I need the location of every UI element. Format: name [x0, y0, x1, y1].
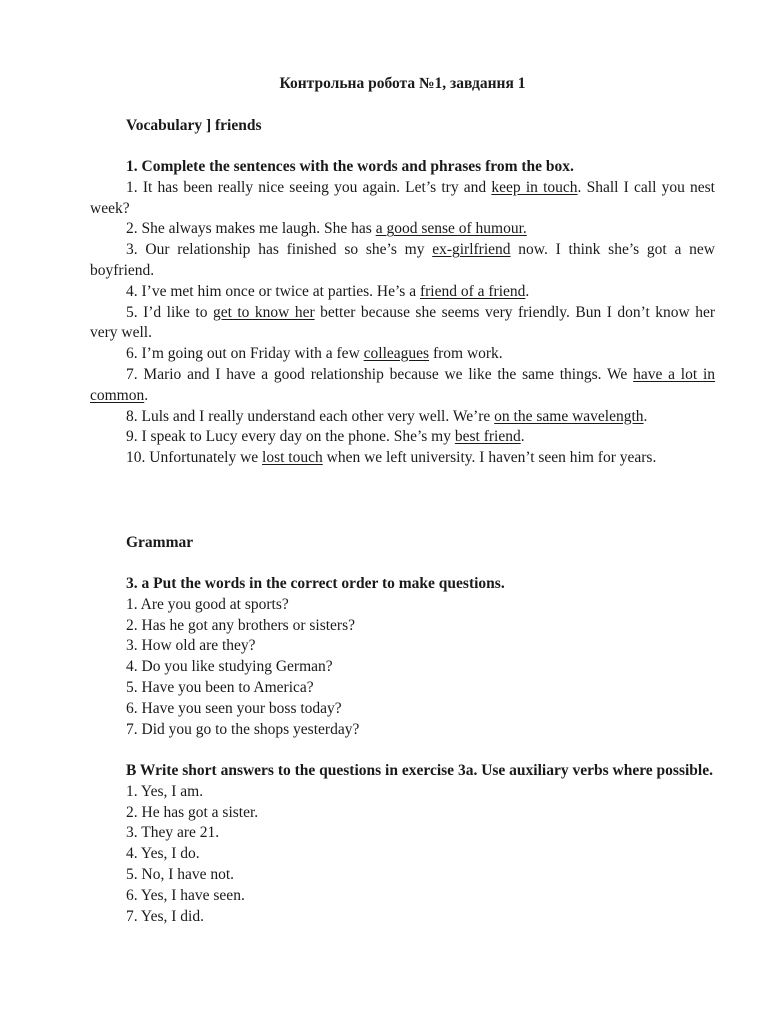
exercise-3a: [90, 574, 715, 740]
answer-item: 1. Yes, I am.: [126, 782, 204, 800]
answer-phrase: lost touch: [262, 449, 323, 467]
answer-phrase: get to know her: [212, 303, 315, 321]
answer-phrase: a good sense of humour.: [375, 220, 527, 238]
exercise-1: [90, 157, 715, 469]
exercise-1-item-4: 4. I’ve met him once or twice at parties. He’s a friend of a friend.: [126, 282, 530, 300]
exercise-1-item-3: 3. Our relationship has finished so she’s my ex-girlfriend now. I think she’s got a new boyfriend.: [90, 241, 715, 279]
exercise-3b-instruction: B Write short answers to the questions in exercise 3a. Use auxiliary verbs where possible.: [126, 762, 713, 779]
question-item: 1. Are you good at sports?: [126, 595, 289, 613]
answer-item: 4. Yes, I do.: [126, 845, 200, 863]
grammar-heading: Grammar: [126, 534, 194, 551]
exercise-1-item-2: 2. She always makes me laugh. She has a good sense of humour.: [126, 220, 527, 238]
answer-phrase: on the same wavelength: [494, 407, 644, 425]
exercise-1-item-1: 1. It has been really nice seeing you again. Let’s try and keep in touch. Shall I call you nest week?: [90, 178, 715, 217]
question-item: 7. Did you go to the shops yesterday?: [126, 720, 360, 738]
answer-item: 6. Yes, I have seen.: [126, 886, 245, 904]
question-item: 6. Have you seen your boss today?: [126, 699, 342, 717]
exercise-1-item-5: 5. I’d like to get to know her better because she seems very friendly. Bun I don’t know her very well.: [90, 303, 716, 342]
answer-phrase: best friend: [454, 428, 521, 446]
exercise-1-instruction: 1. Complete the sentences with the words and phrases from the box.: [126, 158, 574, 175]
document-title: Контрольна робота №1, завдання 1: [279, 75, 526, 92]
answer-item: 5. No, I have not.: [126, 865, 235, 883]
exercise-1-item-6: 6. I’m going out on Friday with a few colleagues from work.: [126, 345, 503, 363]
answer-item: 3. They are 21.: [126, 824, 220, 842]
question-item: 4. Do you like studying German?: [126, 658, 333, 676]
exercise-1-item-8: 8. Luls and I really understand each other very well. We’re on the same wavelength.: [126, 407, 648, 425]
exercise-3b: [90, 761, 715, 927]
exercise-1-item-9: 9. I speak to Lucy every day on the phone. She’s my best friend.: [126, 428, 525, 446]
question-item: 5. Have you been to America?: [126, 678, 314, 696]
exercise-1-item-10: 10. Unfortunately we lost touch when we left university. I haven’t seen him for years.: [126, 449, 657, 467]
exercise-3a-instruction: 3. a Put the words in the correct order to make questions.: [126, 575, 505, 592]
question-item: 3. How old are they?: [126, 637, 256, 655]
question-item: 2. Has he got any brothers or sisters?: [126, 616, 356, 634]
answer-item: 7. Yes, I did.: [126, 907, 204, 925]
answer-phrase: keep in touch: [491, 178, 578, 196]
exercise-1-item-7: 7. Mario and I have a good relationship because we like the same things. We have a lot in common.: [90, 365, 715, 404]
answer-phrase: colleagues: [363, 345, 430, 363]
vocabulary-heading: Vocabulary ] friends: [126, 117, 262, 134]
answer-item: 2. He has got a sister.: [126, 803, 259, 821]
answer-phrase: have a lot in common: [90, 365, 715, 404]
answer-phrase: friend of a friend: [419, 282, 526, 300]
answer-phrase: ex-girlfriend: [432, 241, 511, 259]
